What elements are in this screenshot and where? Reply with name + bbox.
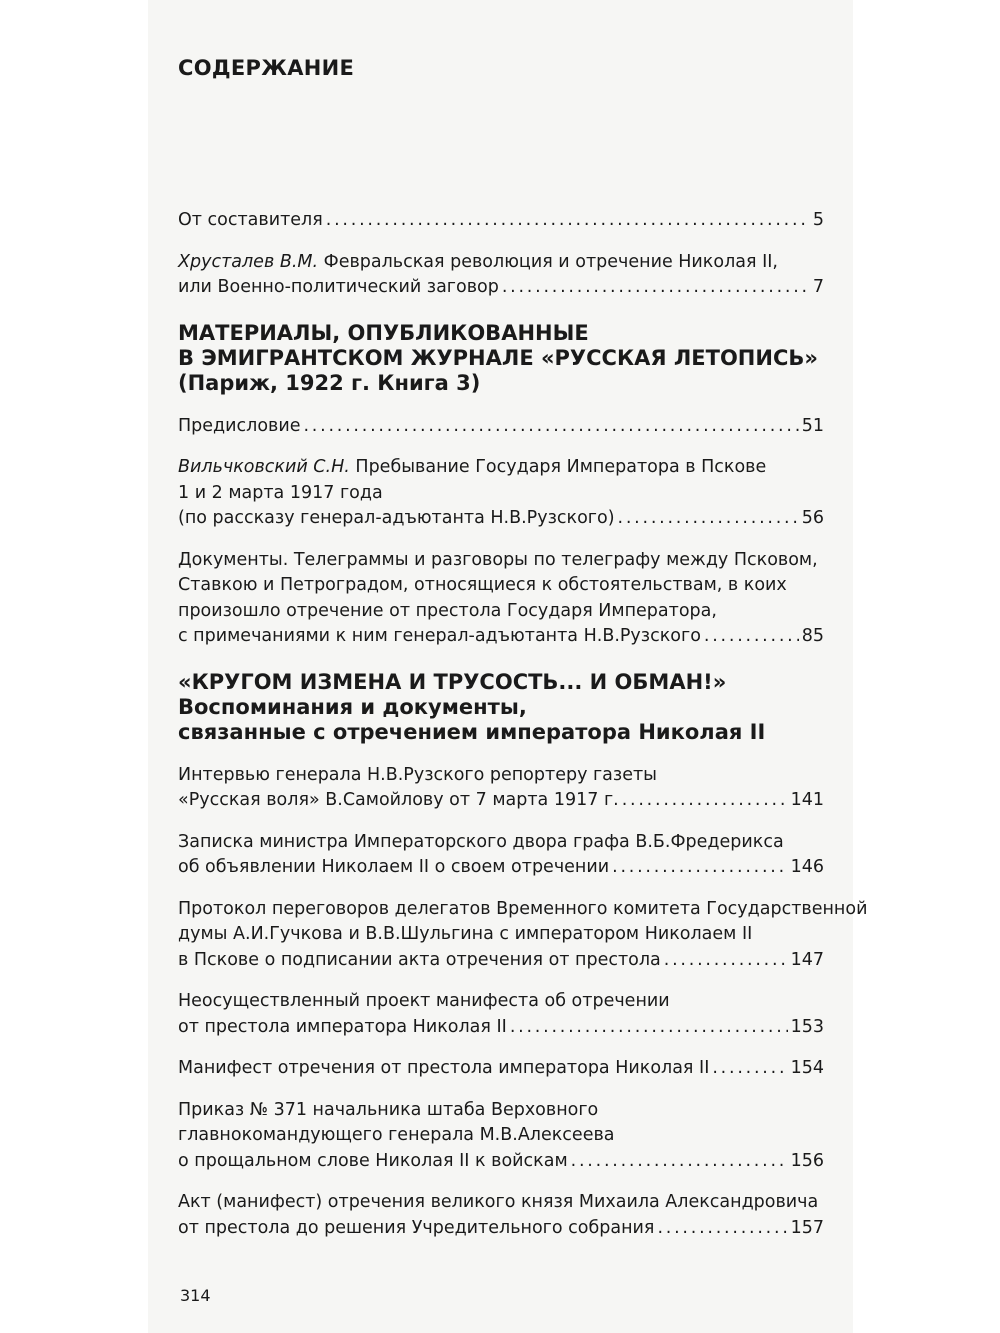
toc-entry[interactable]	[178, 250, 824, 301]
entry-title	[178, 275, 499, 301]
dot-leader	[704, 624, 799, 650]
entry-text: «Русская воля» В.Самойлову от 7 марта 1917 г.	[178, 790, 619, 810]
entry-text: Неосуществленный проект манифеста об отречении	[178, 991, 670, 1011]
entry-page-number: 5	[812, 210, 824, 230]
entry-line	[178, 830, 824, 856]
entry-author: Вильчковский С.Н.	[178, 457, 350, 477]
entry-text: Записка министра Императорского двора графа В.Б.Фредерикса	[178, 831, 784, 852]
entry-text: в Пскове о подписании акта отречения от престола	[178, 949, 661, 970]
toc-title: СОДЕРЖАНИЕ	[178, 56, 355, 80]
entry-text: Интервью генерала Н.В.Рузского репортеру газеты	[178, 764, 657, 785]
entry-line	[178, 481, 824, 507]
entry-text: думы А.И.Гучкова и В.В.Шульгина с императором Николаем II	[178, 924, 753, 944]
entry-text: Пребывание Государя Императора в Пскове	[355, 457, 767, 477]
table-of-contents	[178, 56, 868, 1257]
entry-author: Хрусталев В.М.	[178, 251, 319, 272]
entry-last-line	[178, 1216, 824, 1242]
section-heading-line: «КРУГОМ ИЗМЕНА И ТРУСОСТЬ... И ОБМАН!»	[178, 669, 727, 694]
entry-text: Ставкою и Петроградом, относящиеся к обстоятельствам, в коих	[178, 575, 787, 595]
toc-entry[interactable]	[178, 1056, 824, 1082]
entry-last-line	[178, 624, 824, 650]
section-heading-krugom-izmena	[178, 670, 824, 745]
dot-leader	[502, 275, 810, 301]
entry-title	[178, 1216, 654, 1242]
section-heading-line: связанные с отречением императора Николая II	[178, 719, 766, 744]
toc-entry[interactable]	[178, 1190, 824, 1241]
entry-text: Предисловие	[178, 415, 301, 436]
dot-leader	[618, 506, 799, 532]
entry-last-line	[178, 855, 824, 881]
entry-last-line	[178, 788, 824, 814]
dot-leader	[712, 1056, 787, 1082]
entry-line	[178, 250, 824, 276]
entry-text: от престола до решения Учредительного собрания	[178, 1217, 655, 1238]
dot-leader	[571, 1149, 788, 1175]
dot-leader	[664, 948, 788, 974]
front-entries	[178, 208, 824, 301]
toc-entry[interactable]	[178, 830, 824, 881]
entry-title	[178, 506, 615, 532]
entry-text: Протокол переговоров делегатов Временного комитета Государственной	[178, 898, 868, 919]
entry-page-number: 157	[790, 1217, 824, 1238]
entry-text: главнокомандующего генерала М.В.Алексеева	[178, 1125, 615, 1145]
dot-leader	[303, 414, 798, 440]
entry-text: Манифест отречения от престола императора Николая II	[178, 1058, 710, 1078]
entry-line	[178, 1123, 824, 1149]
entry-page-number: 146	[790, 857, 824, 877]
entry-title	[178, 1149, 568, 1175]
toc-entry[interactable]	[178, 989, 824, 1040]
entry-line	[178, 599, 824, 625]
entry-text: Приказ № 371 начальника штаба Верховного	[178, 1099, 599, 1120]
toc-entry[interactable]	[178, 548, 824, 650]
entry-title	[178, 1015, 507, 1041]
entry-page-number: 153	[790, 1016, 824, 1037]
entry-title	[178, 788, 619, 814]
entry-line	[178, 455, 824, 481]
toc-entry[interactable]	[178, 1098, 824, 1175]
entry-text: от престола императора Николая II	[178, 1016, 507, 1037]
entry-page-number: 51	[801, 415, 824, 436]
entry-text: произошло отречение от престола Государя Императора,	[178, 600, 717, 621]
entry-page-number: 56	[801, 508, 824, 528]
entry-last-line	[178, 1015, 824, 1041]
entry-line	[178, 1098, 824, 1124]
entry-page-number: 154	[790, 1058, 824, 1078]
entry-last-line	[178, 208, 824, 234]
entry-line	[178, 922, 824, 948]
section-heading-line: В ЭМИГРАНТСКОМ ЖУРНАЛЕ «РУССКАЯ ЛЕТОПИСЬ»	[178, 345, 818, 370]
entry-text: (по рассказу генерал-адъютанта Н.В.Рузского)	[178, 508, 615, 528]
entry-text: Акт (манифест) отречения великого князя Михаила Александровича	[178, 1192, 819, 1212]
entry-title	[178, 414, 300, 440]
entry-title	[178, 855, 609, 881]
entry-line	[178, 548, 824, 574]
entry-text: 1 и 2 марта 1917 года	[178, 482, 383, 503]
dot-leader	[622, 788, 788, 814]
entry-last-line	[178, 1149, 824, 1175]
dot-leader	[657, 1216, 787, 1242]
entry-last-line	[178, 948, 824, 974]
entry-title	[178, 1056, 709, 1082]
section-heading-line: (Париж, 1922 г. Книга 3)	[178, 370, 481, 395]
entry-text: с примечаниями к ним генерал-адъютанта Н.В.Рузского	[178, 626, 701, 646]
entry-page-number: 85	[801, 626, 824, 646]
entry-text: От составителя	[178, 210, 323, 230]
section-heading-line: МАТЕРИАЛЫ, ОПУБЛИКОВАННЫЕ	[178, 320, 589, 345]
toc-entry[interactable]	[178, 897, 868, 974]
entry-page-number: 147	[790, 949, 824, 970]
entry-title	[178, 948, 661, 974]
entry-text: Февральская революция и отречение Николая II,	[323, 251, 778, 272]
entry-text: о прощальном слове Николая II к войскам	[178, 1150, 568, 1171]
entry-line	[178, 989, 824, 1015]
dot-leader	[510, 1015, 788, 1041]
entry-title	[178, 624, 701, 650]
entry-page-number: 7	[812, 277, 824, 297]
entry-line	[178, 573, 824, 599]
entry-line	[178, 897, 868, 923]
entry-last-line	[178, 1056, 824, 1082]
entry-text: Документы. Телеграммы и разговоры по телеграфу между Псковом,	[178, 549, 818, 570]
entry-page-number: 156	[790, 1150, 824, 1171]
entry-title	[178, 208, 323, 234]
entry-text: об объявлении Николаем II о своем отречении	[178, 857, 610, 877]
toc-entry[interactable]	[178, 208, 824, 234]
entry-line	[178, 763, 824, 789]
toc-entry[interactable]	[178, 763, 824, 814]
section-heading-russkaya-letopis	[178, 321, 824, 396]
page-number: 314	[180, 1286, 211, 1305]
toc-entry[interactable]	[178, 455, 824, 532]
entry-text: или Военно-политический заговор	[178, 277, 499, 297]
entry-last-line	[178, 506, 824, 532]
entry-line	[178, 1190, 824, 1216]
entry-last-line	[178, 275, 824, 301]
section-russkaya-letopis-entries	[178, 414, 824, 650]
section-heading-line: Воспоминания и документы,	[178, 694, 527, 719]
dot-leader	[612, 855, 787, 881]
dot-leader	[326, 208, 810, 234]
entry-last-line	[178, 414, 824, 440]
section-krugom-izmena-entries	[178, 763, 868, 1242]
toc-entry[interactable]	[178, 414, 824, 440]
entry-page-number: 141	[790, 790, 824, 810]
